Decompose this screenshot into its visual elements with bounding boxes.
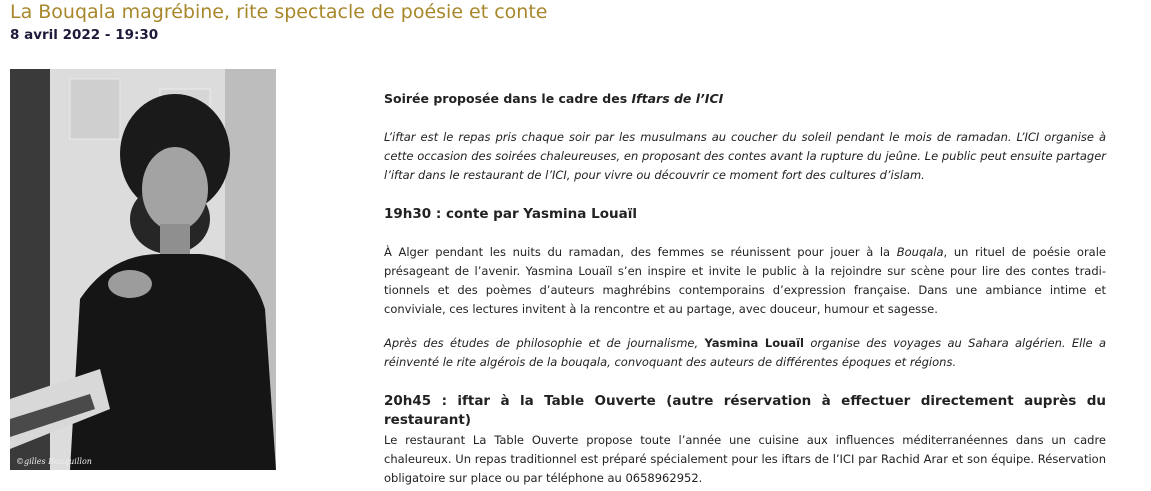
conte-text-a: À Alger pendant les nuits du ramadan, des femmes se réunissent pour jouer à la (384, 245, 897, 259)
performer-name: Yasmina Louaïl (704, 336, 804, 350)
iftars-link-text: Iftars de l’ICI (631, 91, 724, 106)
intro-heading (384, 89, 1106, 108)
iftar-paragraph: L’iftar est le repas pris chaque soir par les musulmans au coucher du soleil pendant le mois de ramadan. L’ICI organise à cette occasion des soirées chaleureuses, en proposant des contes avant la rupture du jeûne. Le public peut ensuite partager l’iftar dans le restaurant de l’ICI, pour vivre ou découvrir ce moment fort des cultures d’islam. (384, 130, 1106, 182)
photo-credit: ©gilles Bouquillon (16, 457, 92, 466)
event-date: 8 avril 2022 - 19:30 (10, 27, 159, 43)
bouqala-term: Bouqala (896, 245, 944, 259)
bio-text-b: organise des voyages au Sahara algérien. Elle a réinventé le rite algérois de la bouqala, convoquant des auteurs de différentes époques et régions. (384, 336, 1107, 369)
event-photo (10, 69, 276, 470)
section-heading-conte: 19h30 : conte par Yasmina Louaïl (384, 206, 637, 222)
page-title: La Bouqala magrébine, rite spectacle de poésie et conte (10, 1, 548, 23)
restaurant-paragraph: Le restaurant La Table Ouverte propose toute l’année une cuisine aux influences méditerranéennes dans un cadre chaleureux. Un repas traditionnel est préparé spécialement pour les iftars de l’ICI par Rachid Arar et son équipe. Réservation obligatoire sur place ou par téléphone au 0658962952. (384, 433, 1106, 485)
bio-text-a: Après des études de philosophie et de journalisme, (384, 336, 705, 350)
intro-heading-text: Soirée proposée dans le cadre des (384, 91, 632, 106)
section-heading-iftar: 20h45 : iftar à la Table Ouverte (autre réservation à effectuer directement auprès du restaurant) (384, 393, 1106, 428)
conte-paragraph (384, 243, 1106, 319)
conte-text-b: , un rituel de poésie orale présageant de l’avenir. Yasmina Louaïl s’en inspire et invite le public à la rejoindre sur scène pour lire des contes tradi-tionnels et des poèmes d’auteurs maghrébins contemporains d’expression française. Dans une ambiance intime et conviviale, ces lectures invitent à la rencontre et au partage, avec douceur, humour et sagesse. (384, 245, 1106, 316)
bio-paragraph (384, 334, 1106, 372)
